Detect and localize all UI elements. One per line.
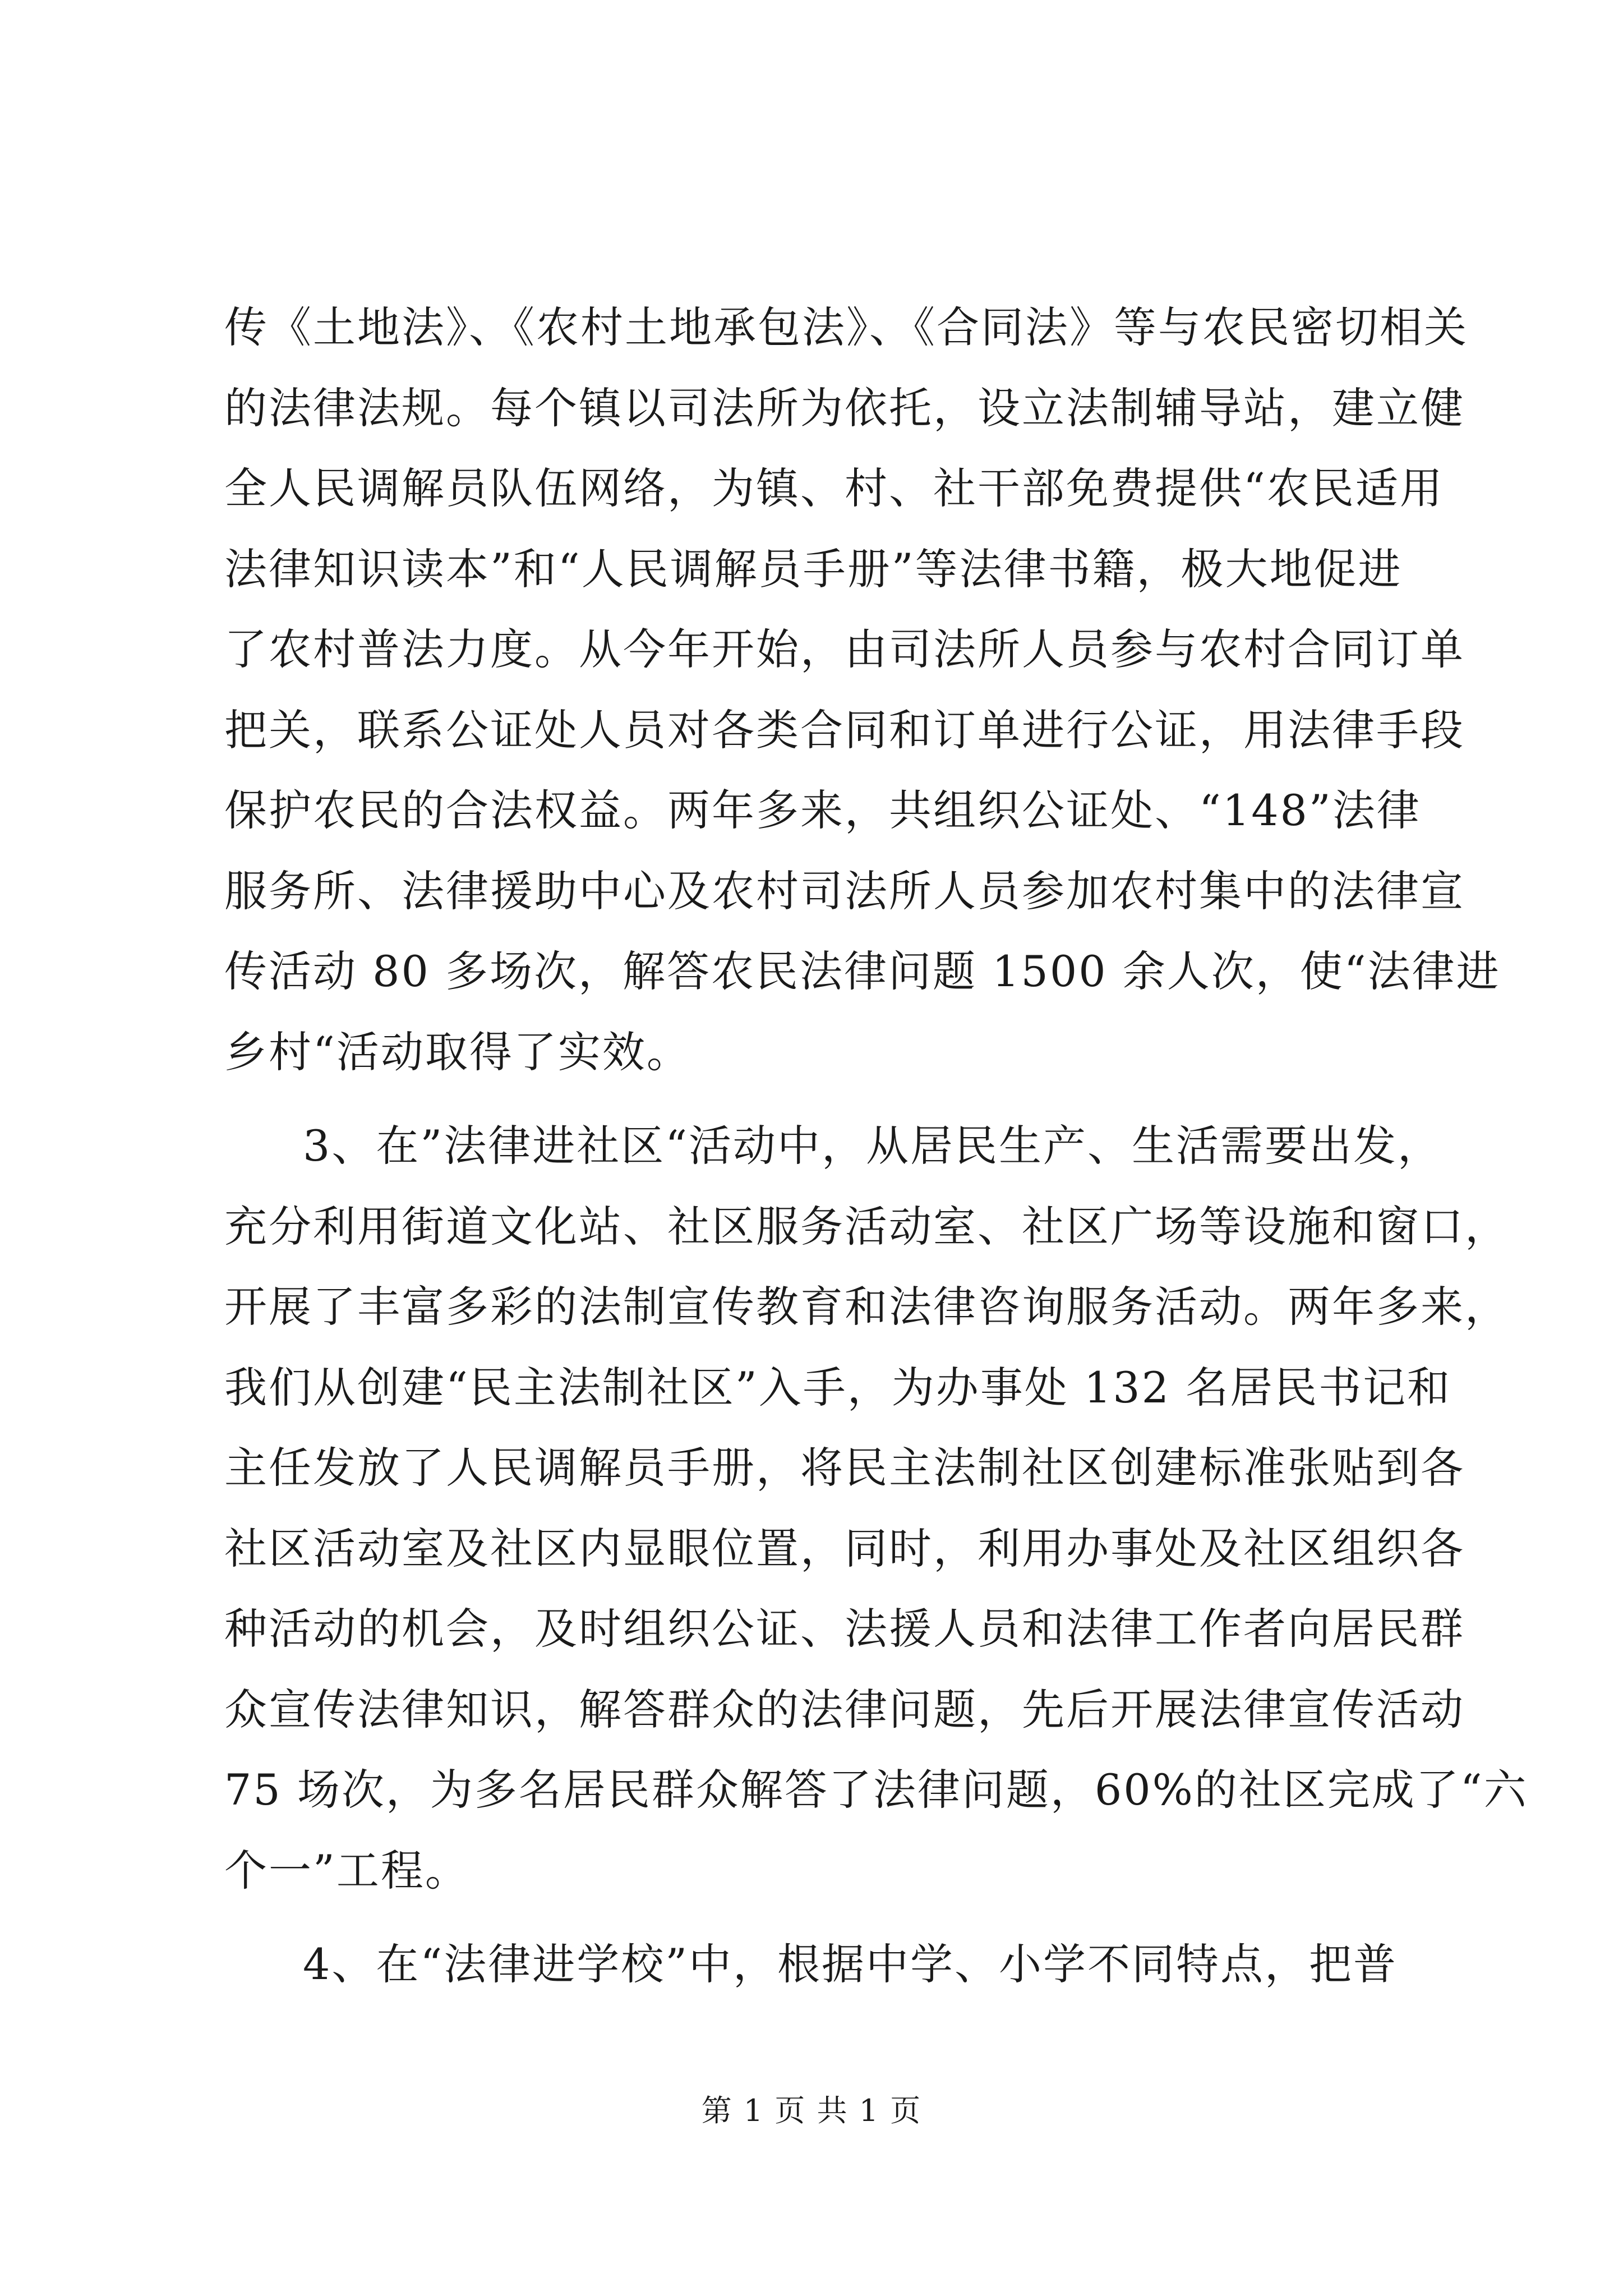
paragraph-2 [224,1106,1528,1911]
text-line: 个一”工程。 [224,1845,469,1895]
document-body [224,287,1528,2005]
text-line: 全人民调解员队伍网络，为镇、村、社干部免费提供“农民适用 [224,463,1444,513]
text-line: 把关，联系公证处人员对各类合同和订单进行公证，用法律手段 [224,705,1465,755]
text-line: 保护农民的合法权益。两年多来，共组织公证处、“148”法律 [224,785,1421,835]
text-line: 75 场次，为多名居民群众解答了法律问题，60%的社区完成了“六 [224,1765,1528,1815]
text-line: 众宣传法律知识，解答群众的法律问题，先后开展法律宣传活动 [224,1684,1465,1734]
text-line: 了农村普法力度。从今年开始，由司法所人员参与农村合同订单 [224,624,1465,674]
text-line: 的法律法规。每个镇以司法所为依托，设立法制辅导站，建立健 [224,383,1465,433]
text-line: 法律知识读本”和“人民调解员手册”等法律书籍，极大地促进 [224,544,1403,594]
text-line: 4、在“法律进学校”中，根据中学、小学不同特点，把普 [303,1939,1398,1989]
text-line: 乡村“活动取得了实效。 [224,1027,691,1077]
paragraph-spacer [224,1092,1424,1106]
page-footer: 第 1 页 共 1 页 [701,2093,922,2128]
text-line: 服务所、法律援助中心及农村司法所人员参加农村集中的法律宣 [224,866,1465,916]
text-line: 充分利用街道文化站、社区服务活动室、社区广场等设施和窗口， [224,1201,1509,1251]
paragraph-spacer [224,1911,1424,1924]
text-line: 我们从创建“民主法制社区”入手，为办事处 132 名居民书记和 [224,1362,1452,1412]
text-line: 3、在”法律进社区“活动中，从居民生产、生活需要出发， [303,1121,1442,1171]
text-line: 开展了丰富多彩的法制宣传教育和法律咨询服务活动。两年多来， [224,1282,1509,1332]
text-line: 传《土地法》、《农村土地承包法》、《合同法》等与农民密切相关 [224,302,1468,352]
text-line: 社区活动室及社区内显眼位置，同时，利用办事处及社区组织各 [224,1523,1465,1573]
text-line: 主任发放了人民调解员手册，将民主法制社区创建标准张贴到各 [224,1443,1465,1493]
paragraph-3 [224,1924,1424,2005]
text-line: 种活动的机会，及时组织公证、法援人员和法律工作者向居民群 [224,1604,1465,1654]
text-line: 传活动 80 多场次，解答农民法律问题 1500 余人次，使“法律进 [224,946,1501,996]
paragraph-1 [224,287,1501,1092]
